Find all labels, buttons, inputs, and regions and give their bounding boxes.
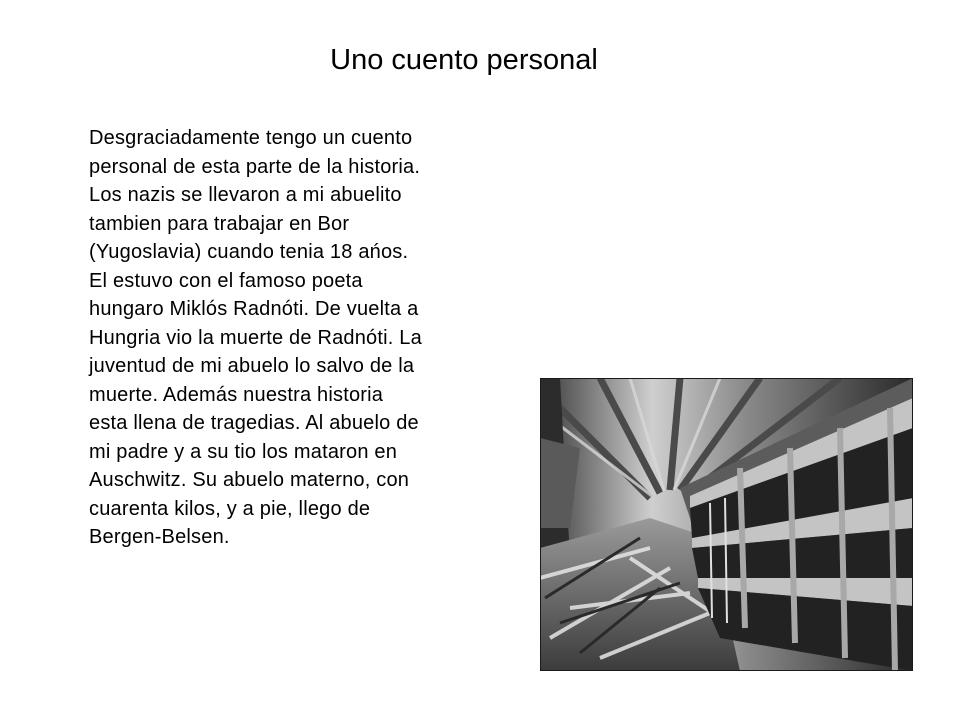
body-line: Los nazis se llevaron a mi abuelito [89, 184, 402, 206]
body-line: Auschwitz. Su abuelo materno, con [89, 469, 410, 491]
body-line: esta llena de tragedias. Al abuelo de [89, 412, 419, 434]
body-line: (Yugoslavia) cuando tenia 18 ańos. [89, 241, 409, 263]
body-line: muerte. Además nuestra historia [89, 383, 384, 406]
body-line: tambien para trabajar en Bor [89, 212, 350, 235]
body-line: El estuvo con el famoso poeta [89, 269, 363, 292]
body-paragraph [89, 124, 489, 552]
body-line: personal de esta parte de la historia. [89, 155, 421, 178]
body-line: Hungria vio la muerte de Radnóti. La [89, 326, 422, 349]
body-line: Bergen-Belsen. [89, 526, 230, 548]
body-line: juventud de mi abuelo lo salvo de la [89, 355, 415, 377]
slide-title: Uno cuento personal [330, 44, 598, 76]
barracks-photo [540, 378, 913, 671]
body-line: hungaro Miklós Radnóti. De vuelta a [89, 298, 419, 320]
body-line: Desgraciadamente tengo un cuento [89, 127, 413, 149]
body-line: mi padre y a su tio los mataron en [89, 440, 398, 463]
body-line: cuarenta kilos, y a pie, llego de [89, 497, 371, 520]
